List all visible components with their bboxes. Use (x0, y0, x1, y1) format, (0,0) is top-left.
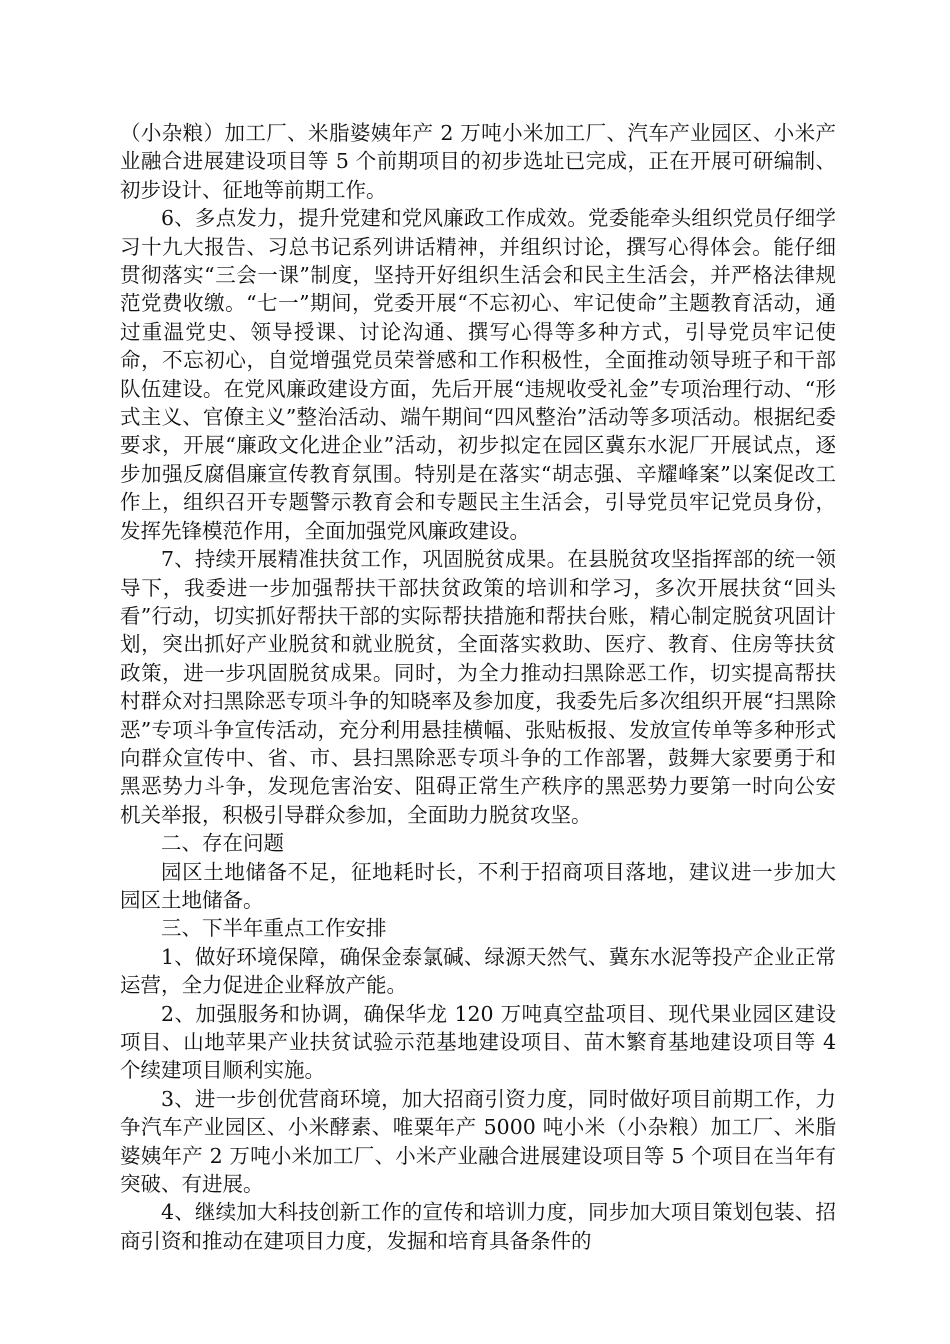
paragraph-party-building: 6、多点发力，提升党建和党风廉政工作成效。党委能牵头组织党员仔细学习十九大报告、习总书记系列讲话精神，并组织讨论，撰写心得体会。能仔细贯彻落实“三会一课”制度，坚持开好组织生活会和民主生活会，并严格法律规范党费收缴。“七一”期间，党委开展“不忘初心、牢记使命”主题教育活动，通过重温党史、领导授课、讨论沟通、撰写心得等多种方式，引导党员牢记使命，不忘初心，自觉增强党员荣誉感和工作积极性，全面推动领导班子和干部队伍建设。在党风廉政建设方面，先后开展“违规收受礼金”专项治理行动、“形式主义、官僚主义”整治活动、端午期间“四风整治”活动等多项活动。根据纪委要求，开展“廉政文化进企业”活动，初步拟定在园区冀东水泥厂开展试点，逐步加强反腐倡廉宣传教育氛围。特别是在落实“胡志强、辛耀峰案”以案促改工作上，组织召开专题警示教育会和专题民主生活会，引导党员牢记党员身份，发挥先锋模范作用，全面加强党风廉政建设。 (120, 206, 836, 543)
paragraph-plan-item-2: 2、加强服务和协调，确保华龙 120 万吨真空盐项目、现代果业园区建设项目、山地苹果产业扶贫试验示范基地建设项目、苗木繁育基地建设项目等 4 个续建项目顺利实施。 (120, 1001, 836, 1083)
section-heading-work-plan: 三、下半年重点工作安排 (161, 916, 387, 941)
paragraph-land-reserve: 园区土地储备不足，征地耗时长，不利于招商项目落地，建议进一步加大园区土地储备。 (120, 859, 836, 912)
paragraph-plan-item-1: 1、做好环境保障，确保金泰氯碱、绿源天然气、冀东水泥等投产企业正常运营，全力促进企业释放产能。 (120, 944, 836, 998)
paragraph-plan-item-4: 4、继续加大科技创新工作的宣传和培训力度，同步加大项目策划包装、招商引资和推动在建项目力度，发掘和培育具备条件的 (120, 1200, 836, 1253)
paragraph-poverty-alleviation: 7、持续开展精准扶贫工作，巩固脱贫成果。在县脱贫攻坚指挥部的统一领导下，我委进一步加强帮扶干部扶贫政策的培训和学习，多次开展扶贫“回头看”行动，切实抓好帮扶干部的实际帮扶措施和帮扶台账，精心制定脱贫巩固计划，突出抓好产业脱贫和就业脱贫，全面落实救助、医疗、教育、住房等扶贫政策，进一步巩固脱贫成果。同时，为全力推动扫黑除恶工作，切实提高帮扶村群众对扫黑除恶专项斗争的知晓率及参加度，我委先后多次组织开展“扫黑除恶”专项斗争宣传活动，充分利用悬挂横幅、张贴板报、发放宣传单等多种形式向群众宣传中、省、市、县扫黑除恶专项斗争的工作部署，鼓舞大家要勇于和黑恶势力斗争，发现危害治安、阻碍正常生产秩序的黑恶势力要第一时向公安机关举报，积极引导群众参加，全面助力脱贫攻坚。 (120, 547, 836, 827)
document-body (120, 119, 836, 1255)
paragraph-continuation: （小杂粮）加工厂、米脂婆姨年产 2 万吨小米加工厂、汽车产业园区、小米产业融合进展建设项目等 5 个前期项目的初步选址已完成，正在开展可研编制、初步设计、征地等前期工作。 (120, 121, 836, 202)
paragraph-plan-item-3: 3、进一步创优营商环境，加大招商引资力度，同时做好项目前期工作，力争汽车产业园区、小米酵素、唯粟年产 5000 吨小米（小杂粮）加工厂、米脂婆姨年产 2 万吨小米加工厂、小米产业融合进展建设项目等 5 个项目在当年有突破、有进展。 (120, 1086, 836, 1197)
section-heading-problems: 二、存在问题 (161, 831, 284, 856)
